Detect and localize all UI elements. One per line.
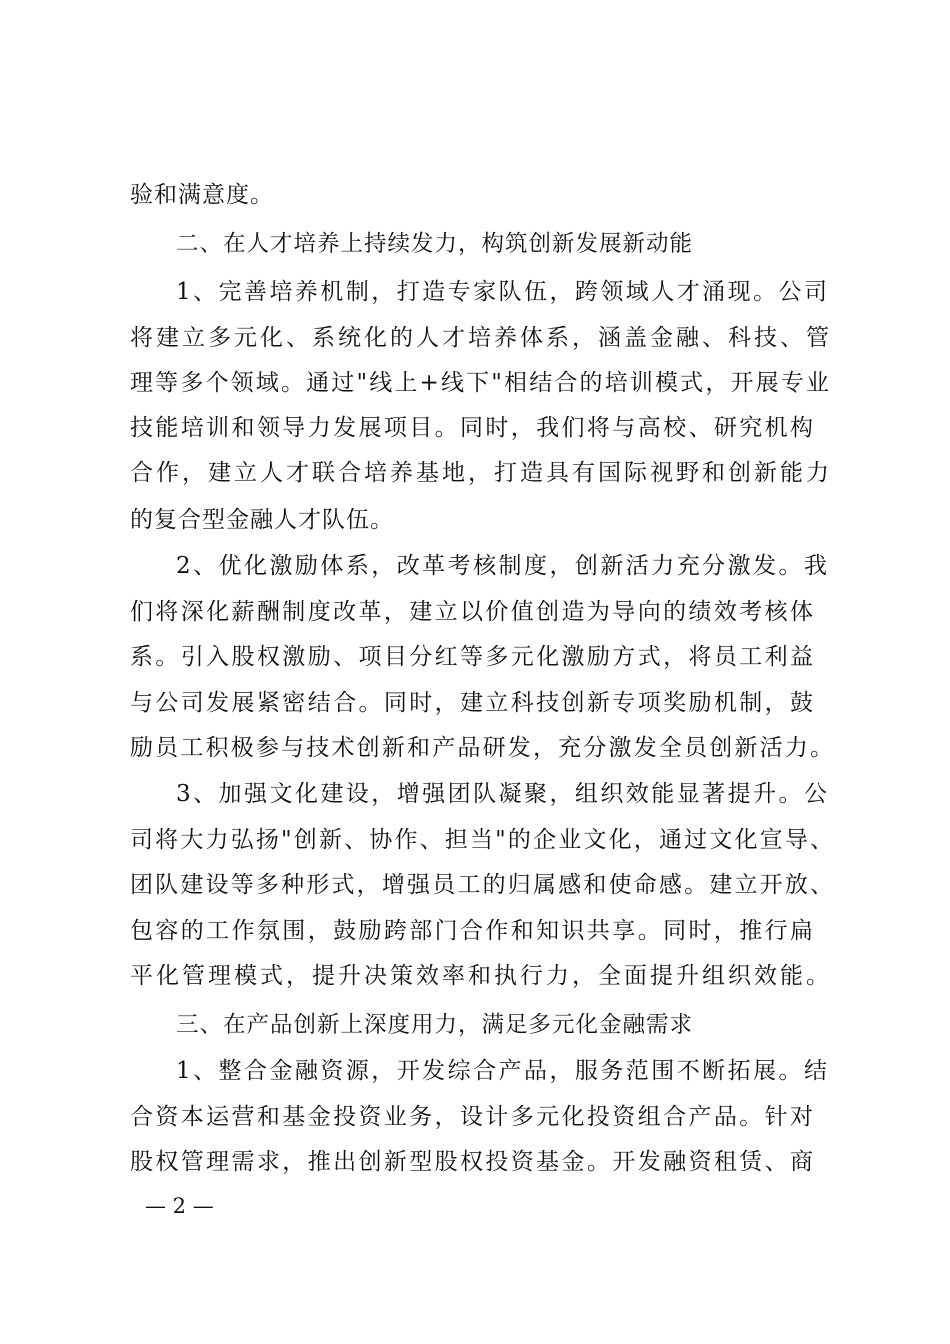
text-line: 合资本运营和基金投资业务，设计多元化投资组合产品。针对 bbox=[130, 1104, 814, 1130]
section-heading-2: 二、在人才培养上持续发力，构筑创新发展新动能 bbox=[176, 231, 694, 257]
page-number: — 2 — bbox=[145, 1194, 214, 1218]
text-line: 的复合型金融人才队伍。 bbox=[130, 507, 394, 533]
text-line: 股权管理需求，推出创新型股权投资基金。开发融资租赁、商 bbox=[130, 1149, 814, 1175]
text-line: 2、优化激励体系，改革考核制度，创新活力充分激发。我 bbox=[176, 553, 828, 579]
text-line: 团队建设等多种形式，增强员工的归属感和使命感。建立开放、 bbox=[130, 872, 834, 898]
text-line: 验和满意度。 bbox=[130, 182, 274, 208]
text-line: 包容的工作氛围，鼓励跨部门合作和知识共享。同时，推行扁 bbox=[130, 918, 814, 944]
text-line: 系。引入股权激励、项目分红等多元化激励方式，将员工利益 bbox=[130, 644, 814, 670]
section-heading-3: 三、在产品创新上深度用力，满足多元化金融需求 bbox=[176, 1012, 694, 1038]
text-line: 1、完善培养机制，打造专家队伍，跨领域人才涌现。公司 bbox=[176, 279, 828, 305]
text-line: 合作，建立人才联合培养基地，打造具有国际视野和创新能力 bbox=[130, 460, 830, 486]
text-line: 将建立多元化、系统化的人才培养体系，涵盖金融、科技、管 bbox=[130, 325, 830, 351]
text-line: 理等多个领域。通过"线上+线下"相结合的培训模式，开展专业 bbox=[130, 370, 830, 396]
text-line: 3、加强文化建设，增强团队凝聚，组织效能显著提升。公 bbox=[176, 781, 828, 807]
text-line: 平化管理模式，提升决策效率和执行力，全面提升组织效能。 bbox=[130, 963, 830, 989]
text-line: 技能培训和领导力发展项目。同时，我们将与高校、研究机构 bbox=[130, 415, 814, 441]
text-line: 励员工积极参与技术创新和产品研发，充分激发全员创新活力。 bbox=[130, 735, 834, 761]
text-line: 们将深化薪酬制度改革，建立以价值创造为导向的绩效考核体 bbox=[130, 599, 814, 625]
text-line: 与公司发展紧密结合。同时，建立科技创新专项奖励机制，鼓 bbox=[130, 690, 814, 716]
text-line: 1、整合金融资源，开发综合产品，服务范围不断拓展。结 bbox=[176, 1058, 828, 1084]
text-line: 司将大力弘扬"创新、协作、担当"的企业文化，通过文化宣导、 bbox=[130, 827, 834, 853]
